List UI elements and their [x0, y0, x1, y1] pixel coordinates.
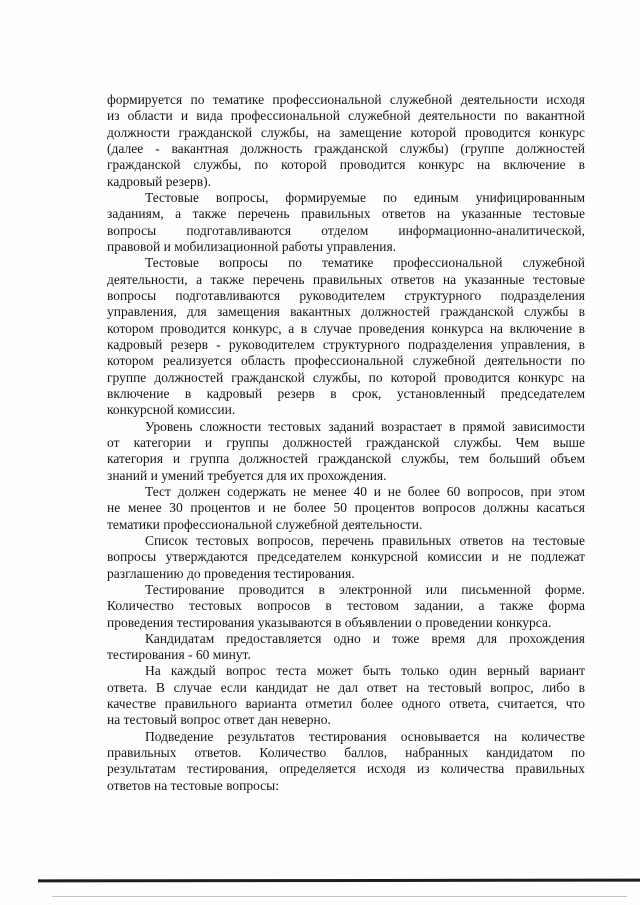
text-line: от категории и группы должностей гражданской службы. Чем выше — [107, 434, 585, 450]
paragraph — [107, 255, 585, 418]
text-line: Тестовые вопросы, формируемые по единым унифицированным — [145, 189, 585, 205]
text-line: результатам тестирования, определяется исходя из количества правильных — [107, 761, 585, 777]
text-line: конкурсной комиссии. — [107, 402, 236, 418]
text-line: разглашению до проведения тестирования. — [107, 565, 355, 581]
text-line: из области и вида профессиональной служебной деятельности по вакантной — [107, 108, 585, 124]
text-line: категория и группа должностей гражданской службы, тем больший объем — [107, 451, 585, 467]
text-line: На каждый вопрос теста может быть только один верный вариант — [145, 663, 585, 679]
text-line: (далее - вакантная должность гражданской службы) (группе должностей — [107, 140, 585, 156]
text-line: ответа. В случае если кандидат не дал ответ на тестовый вопрос, либо в — [107, 679, 585, 695]
text-line: вопросы утверждаются председателем конкурсной комиссии и не подлежат — [107, 549, 585, 565]
text-line: группе должностей гражданской службы, по которой проводится конкурс на — [107, 369, 585, 385]
page-bottom-faint-rule — [52, 896, 627, 897]
paragraph — [107, 663, 585, 728]
paragraph — [107, 729, 585, 794]
text-line: ответов на тестовые вопросы: — [107, 777, 279, 793]
text-line: Тестирование проводится в электронной или письменной форме. — [145, 581, 585, 597]
text-line: Уровень сложности тестовых заданий возрастает в прямой зависимости — [145, 418, 585, 434]
text-line: гражданской службы, по которой проводится конкурс на включение в — [107, 157, 585, 173]
paragraph — [107, 631, 585, 664]
text-line: котором проводится конкурс, а в случае проведения конкурса на включение в — [107, 320, 585, 336]
continued-paragraph — [107, 92, 585, 190]
text-line: вопросы подготавливаются отделом информационно-аналитической, — [107, 222, 585, 238]
page-bottom-rule — [38, 879, 640, 883]
text-line: кадровый резерв - руководителем структурного подразделения управления, в — [107, 336, 585, 352]
text-line: кадровый резерв). — [107, 173, 211, 189]
text-line: тестирования - 60 минут. — [107, 647, 251, 663]
text-line: Количество тестовых вопросов в тестовом задании, а также форма — [107, 598, 585, 614]
text-line: Подведение результатов тестирования основывается на количестве — [145, 728, 585, 744]
text-line: деятельности, а также перечень правильных ответов на указанные тестовые — [107, 271, 585, 287]
paragraph — [107, 582, 585, 631]
paragraph — [107, 419, 585, 484]
text-line: вопросы подготавливаются руководителем структурного подразделения — [107, 287, 585, 303]
text-line: качестве правильного варианта отметил более одного ответа, считается, что — [107, 696, 585, 712]
paragraph — [107, 484, 585, 533]
text-line: тематики профессиональной служебной деятельности. — [107, 516, 423, 532]
text-line: Тестовые вопросы по тематике профессиональной служебной — [145, 255, 585, 271]
paragraph — [107, 533, 585, 582]
text-line: на тестовый вопрос ответ дан неверно. — [107, 712, 331, 728]
text-line: Список тестовых вопросов, перечень правильных ответов на тестовые — [145, 532, 585, 548]
text-line: включение в кадровый резерв в срок, установленный председателем — [107, 385, 585, 401]
text-line: правовой и мобилизационной работы управления. — [107, 238, 397, 254]
text-line: проведения тестирования указываются в объявлении о проведении конкурса. — [107, 614, 552, 630]
text-line: правильных ответов. Количество баллов, набранных кандидатом по — [107, 745, 585, 761]
text-line: знаний и умений требуется для их прохождения. — [107, 467, 387, 483]
text-line: заданиям, а также перечень правильных ответов на указанные тестовые — [107, 206, 585, 222]
text-line: Тест должен содержать не менее 40 и не более 60 вопросов, при этом — [145, 483, 585, 499]
text-line: управления, для замещения вакантных должностей гражданской службы в — [107, 304, 585, 320]
text-line: должности гражданской службы, на замещение которой проводится конкурс — [107, 124, 585, 140]
document-body — [107, 92, 585, 794]
text-line: Кандидатам предоставляется одно и тоже время для прохождения — [145, 630, 585, 646]
text-line: не менее 30 процентов и не более 50 процентов вопросов должны касаться — [107, 500, 585, 516]
paragraph — [107, 190, 585, 255]
text-line: котором реализуется область профессиональной служебной деятельности по — [107, 353, 585, 369]
text-line: формируется по тематике профессиональной служебной деятельности исходя — [107, 92, 585, 107]
